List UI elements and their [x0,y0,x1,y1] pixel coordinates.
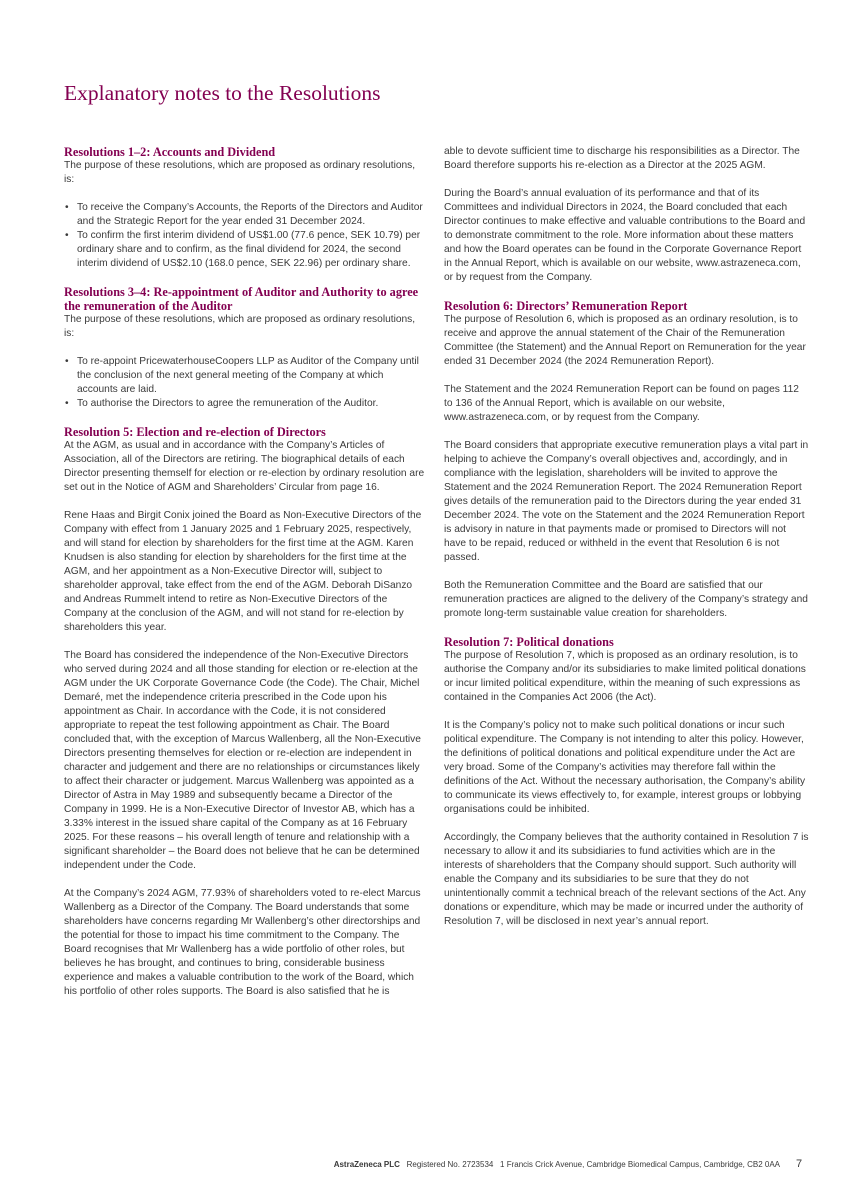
paragraph: The purpose of Resolution 6, which is proposed as an ordinary resolution, is to receive and approve the annual statement of the Chair of the Remuneration Committee (the Statement) and the Annual Report on Remuneration for the year ended 31 December 2024 (the 2024 Remuneration Report). [444,314,806,367]
section-heading-resolutions-3-4: Resolutions 3–4: Re-appointment of Auditor and Authority to agree the remuneration of the Auditor [64,285,419,313]
footer-registered-number: Registered No. 2723534 [406,1160,494,1169]
bullet-list [64,201,426,271]
paragraph: Rene Haas and Birgit Conix joined the Board as Non-Executive Directors of the Company with effect from 1 January 2025 and 1 February 2025, respectively, and will stand for election by shareholders for the first time at the AGM. Karen Knudsen is also standing for election by shareholders for the first time at the AGM, and her appointment as a Non-Executive Director will, subject to shareholder approval, take effect from the end of the AGM. Deborah DiSanzo and Andreas Rummelt intend to retire as Non-Executive Directors of the Company at the conclusion of the AGM, and will not stand for re-election by shareholders this year. [64,510,422,633]
paragraph: The purpose of these resolutions, which are proposed as ordinary resolutions, is: [64,160,416,185]
paragraph: At the AGM, as usual and in accordance with the Company’s Articles of Association, all of the Directors are retiring. The biographical details of each Director presenting themself for election or re-election by ordinary resolution are set out in the Notice of AGM and Shareholders’ Circular from page 16. [64,440,425,493]
paragraph: Accordingly, the Company believes that the authority contained in Resolution 7 is necessary to allow it and its subsidiaries to fund activities which are in the interests of shareholders that the Company should support. Such authority will enable the Company and its subsidiaries to be sure that they do not unintentionally commit a technical breach of the relevant sections of the Act. Any donations or expenditure, which may be made or incurred under the authority of Resolution 7, will be disclosed in next year’s annual report. [444,832,809,927]
paragraph: Both the Remuneration Committee and the Board are satisfied that our remuneration practices are aligned to the delivery of the Company’s strategy and promote long-term sustainable value creation for shareholders. [444,580,808,619]
bullet-list [64,355,426,411]
page-footer [0,1159,780,1171]
paragraph: It is the Company’s policy not to make such political donations or incur such political expenditure. The Company is not intending to alter this policy. However, the definitions of political donations and political expenditure under the Act are very broad. Some of the Company’s activities may therefore fall within the definitions of the Act. Without the necessary authorisation, the Company’s ability to communicate its views effectively to, for example, interest groups or lobbying organisations could be inhibited. [444,720,806,815]
page-title: Explanatory notes to the Resolutions [64,81,381,105]
section-heading-resolution-6: Resolution 6: Directors’ Remuneration Report [444,299,688,313]
section-heading-resolutions-1-2: Resolutions 1–2: Accounts and Dividend [64,145,276,159]
footer-address: 1 Francis Crick Avenue, Cambridge Biomedical Campus, Cambridge, CB2 0AA [500,1160,780,1169]
paragraph: The purpose of Resolution 7, which is proposed as an ordinary resolution, is to authorise the Company and/or its subsidiaries to make limited political donations or incur limited political expenditure, within the meaning of such expressions as contained in the Companies Act 2006 (the Act). [444,650,806,703]
paragraph: During the Board’s annual evaluation of its performance and that of its Committees and individual Directors in 2024, the Board concluded that each Director continues to make effective and valuable contributions to the Board and to demonstrate commitment to the role. More information about these matters and how the Board operates can be found in the Corporate Governance Report in the Annual Report, which is available on our website, www.astrazeneca.com, or by request from the Company. [444,188,806,283]
bullet-item: • To confirm the first interim dividend of US$1.00 (77.6 pence, SEK 10.79) per ordinary share and to confirm, as the final dividend for 2024, the second interim dividend of US$2.10 (168.0 pence, SEK 22.96) per ordinary share. [64,229,426,271]
footer-company: AstraZeneca PLC [333,1160,400,1169]
bullet-item: • To re-appoint PricewaterhouseCoopers LLP as Auditor of the Company until the conclusion of the next general meeting of the Company at which accounts are laid. [64,355,426,397]
bullet-item: • To receive the Company’s Accounts, the Reports of the Directors and Auditor and the Strategic Report for the year ended 31 December 2024. [64,201,426,229]
right-column [444,145,810,943]
section-heading-resolution-5: Resolution 5: Election and re-election of Directors [64,425,326,439]
bullet-item: • To authorise the Directors to agree the remuneration of the Auditor. [64,397,426,411]
paragraph: able to devote sufficient time to discharge his responsibilities as a Director. The Board therefore supports his re-election as a Director at the 2025 AGM. [444,146,800,171]
section-heading-resolution-7: Resolution 7: Political donations [444,635,614,649]
page-number: 7 [796,1158,803,1170]
paragraph: At the Company’s 2024 AGM, 77.93% of shareholders voted to re-elect Marcus Wallenberg as a Director of the Company. The Board understands that some shareholders have concerns regarding Mr Wallenberg’s other directorships and the potential for those to impact his time commitment to the Company. The Board recognises that Mr Wallenberg has a wide portfolio of other roles, but believes he has brought, and continues to bring, considerable business experience and makes a valuable contribution to the work of the Board, which his portfolio of other roles supports. The Board is also satisfied that he is [64,888,421,997]
paragraph: The purpose of these resolutions, which are proposed as ordinary resolutions, is: [64,314,416,339]
paragraph: The Board has considered the independence of the Non-Executive Directors who served during 2024 and all those standing for election or re-election at the AGM under the UK Corporate Governance Code (the Code). The Chair, Michel Demaré, met the independence criteria prescribed in the Code upon his appointment as Chair. In accordance with the Code, it is not considered appropriate to repeat the test following appointment as Chair. The Board concluded that, with the exception of Marcus Wallenberg, all the Non-Executive Directors presenting themselves for election or re-election are independent in character and judgement and there are no relationships or circumstances likely to affect their character or judgement. Marcus Wallenberg was appointed as a Director of Astra in May 1989 and subsequently became a Director of the Company in 1999. He is a Non-Executive Director of Investor AB, which has a 3.33% interest in the issued share capital of the Company as at 16 February 2025. For these reasons – his overall length of tenure and relationship with a significant shareholder – the Board does not believe that he can be determined independent under the Code. [64,650,421,871]
paragraph: The Statement and the 2024 Remuneration Report can be found on pages 112 to 136 of the Annual Report, which is available on our website, www.astrazeneca.com, or by request from the Company. [444,384,799,423]
paragraph: The Board considers that appropriate executive remuneration plays a vital part in helping to achieve the Company’s overall objectives and, accordingly, and in compliance with the legislation, shareholders will be invited to approve the Statement and the 2024 Remuneration Report. The 2024 Remuneration Report gives details of the remuneration paid to the Directors during the year ended 31 December 2024. The vote on the Statement and the 2024 Remuneration Report is advisory in nature in that payments made or promised to Directors will not have to be repaid, reduced or withheld in the event that Resolution 6 is not passed. [444,440,809,563]
left-column [64,145,426,1013]
